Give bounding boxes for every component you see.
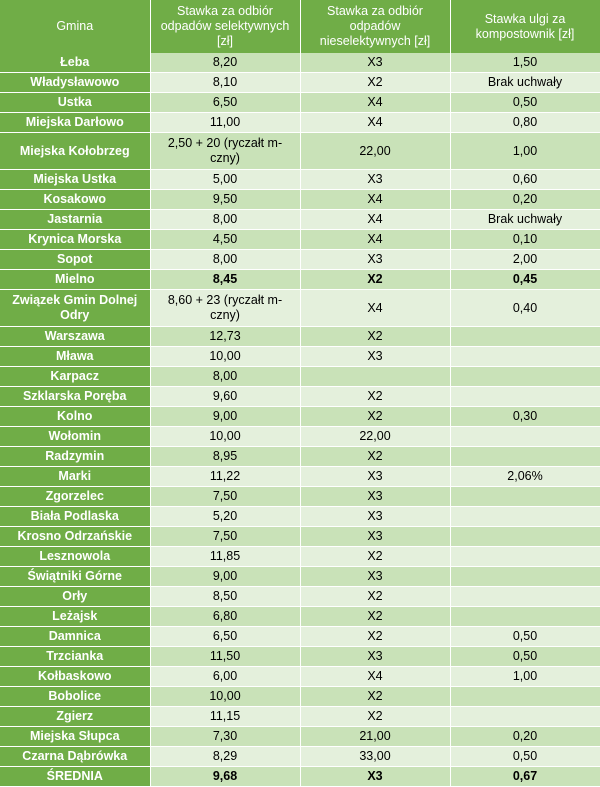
cell-nieselektywne: X3 [300,647,450,667]
cell-gmina: Sopot [0,250,150,270]
cell-ulga: 1,00 [450,667,600,687]
cell-selektywne: 8,50 [150,587,300,607]
cell-gmina: Szklarska Poręba [0,387,150,407]
table-row [0,290,600,327]
table-row [0,387,600,407]
cell-ulga [450,347,600,367]
cell-ulga: 0,60 [450,170,600,190]
cell-ulga [450,427,600,447]
cell-nieselektywne: X4 [300,93,450,113]
cell-selektywne: 11,00 [150,113,300,133]
cell-ulga [450,507,600,527]
cell-nieselektywne: X4 [300,210,450,230]
cell-ulga [450,687,600,707]
table-row [0,367,600,387]
cell-ulga: 0,40 [450,290,600,327]
cell-ulga: 1,50 [450,53,600,73]
cell-selektywne: 9,00 [150,407,300,427]
cell-nieselektywne: 21,00 [300,727,450,747]
cell-ulga: 0,30 [450,407,600,427]
cell-ulga: Brak uchwały [450,73,600,93]
cell-ulga: Brak uchwały [450,210,600,230]
cell-gmina: Miejska Słupca [0,727,150,747]
cell-nieselektywne: X2 [300,707,450,727]
table-row [0,170,600,190]
cell-selektywne: 5,00 [150,170,300,190]
cell-gmina: Miejska Ustka [0,170,150,190]
cell-selektywne: 8,60 + 23 (ryczałt m-czny) [150,290,300,327]
cell-selektywne: 2,50 + 20 (ryczałt m-czny) [150,133,300,170]
cell-ulga [450,707,600,727]
cell-gmina: Zgorzelec [0,487,150,507]
table-row [0,527,600,547]
cell-ulga [450,487,600,507]
cell-ulga [450,447,600,467]
cell-selektywne: 7,30 [150,727,300,747]
cell-nieselektywne: X3 [300,347,450,367]
cell-nieselektywne: X3 [300,507,450,527]
table-row [0,647,600,667]
cell-ulga [450,587,600,607]
table-row [0,467,600,487]
cell-nieselektywne: X2 [300,547,450,567]
cell-selektywne: 6,00 [150,667,300,687]
cell-nieselektywne: X2 [300,73,450,93]
cell-gmina: Orły [0,587,150,607]
table-row [0,727,600,747]
cell-nieselektywne: X3 [300,527,450,547]
cell-gmina: Świątniki Górne [0,567,150,587]
cell-gmina: Kołbaskowo [0,667,150,687]
cell-nieselektywne: X3 [300,467,450,487]
table-row [0,327,600,347]
table-body [0,53,600,787]
header-nieselektywne: Stawka za odbiór odpadów nieselektywnych [zł] [300,0,450,53]
cell-gmina: Radzymin [0,447,150,467]
cell-gmina: Krynica Morska [0,230,150,250]
cell-nieselektywne: X2 [300,587,450,607]
header-ulga: Stawka ulgi za kompostownik [zł] [450,0,600,53]
cell-selektywne: 8,20 [150,53,300,73]
cell-ulga: 1,00 [450,133,600,170]
table-row [0,587,600,607]
cell-ulga: 0,20 [450,727,600,747]
cell-gmina: ŚREDNIA [0,767,150,787]
table-row [0,270,600,290]
cell-selektywne: 5,20 [150,507,300,527]
cell-gmina: Miejska Darłowo [0,113,150,133]
cell-gmina: Marki [0,467,150,487]
cell-selektywne: 8,00 [150,367,300,387]
table-row [0,767,600,787]
cell-gmina: Bobolice [0,687,150,707]
cell-gmina: Kosakowo [0,190,150,210]
cell-gmina: Czarna Dąbrówka [0,747,150,767]
cell-gmina: Biała Podlaska [0,507,150,527]
table-row [0,607,600,627]
cell-gmina: Kolno [0,407,150,427]
cell-gmina: Władysławowo [0,73,150,93]
cell-gmina: Krosno Odrzańskie [0,527,150,547]
cell-ulga [450,527,600,547]
cell-nieselektywne: X4 [300,667,450,687]
cell-selektywne: 8,29 [150,747,300,767]
cell-gmina: Jastarnia [0,210,150,230]
cell-nieselektywne: 22,00 [300,133,450,170]
cell-selektywne: 8,00 [150,250,300,270]
cell-ulga: 0,50 [450,647,600,667]
cell-gmina: Związek Gmin Dolnej Odry [0,290,150,327]
cell-selektywne: 10,00 [150,427,300,447]
cell-gmina: Mielno [0,270,150,290]
cell-selektywne: 4,50 [150,230,300,250]
cell-ulga [450,547,600,567]
cell-selektywne: 12,73 [150,327,300,347]
cell-ulga: 2,06% [450,467,600,487]
cell-nieselektywne: X2 [300,407,450,427]
cell-gmina: Warszawa [0,327,150,347]
table-row [0,250,600,270]
cell-nieselektywne: X3 [300,567,450,587]
cell-selektywne: 6,50 [150,93,300,113]
cell-nieselektywne: X4 [300,290,450,327]
table-row [0,707,600,727]
cell-ulga: 0,20 [450,190,600,210]
cell-nieselektywne: X2 [300,627,450,647]
table-row [0,627,600,647]
cell-nieselektywne: X4 [300,230,450,250]
cell-selektywne: 9,60 [150,387,300,407]
cell-selektywne: 7,50 [150,487,300,507]
cell-ulga [450,387,600,407]
cell-selektywne: 10,00 [150,347,300,367]
table-row [0,487,600,507]
cell-gmina: Łeba [0,53,150,73]
cell-ulga [450,327,600,347]
cell-selektywne: 11,22 [150,467,300,487]
table-row [0,190,600,210]
cell-selektywne: 6,80 [150,607,300,627]
cell-nieselektywne: 33,00 [300,747,450,767]
table-row [0,567,600,587]
cell-selektywne: 8,95 [150,447,300,467]
cell-selektywne: 7,50 [150,527,300,547]
cell-selektywne: 9,68 [150,767,300,787]
table-row [0,53,600,73]
cell-ulga [450,567,600,587]
header-gmina: Gmina [0,0,150,53]
cell-ulga: 0,10 [450,230,600,250]
table-row [0,407,600,427]
cell-gmina: Lesznowola [0,547,150,567]
cell-selektywne: 8,00 [150,210,300,230]
header-row [0,0,600,53]
table-row [0,547,600,567]
cell-nieselektywne [300,367,450,387]
cell-gmina: Zgierz [0,707,150,727]
cell-ulga: 0,45 [450,270,600,290]
cell-ulga: 0,50 [450,627,600,647]
cell-gmina: Miejska Kołobrzeg [0,133,150,170]
table-row [0,667,600,687]
cell-nieselektywne: X3 [300,53,450,73]
table-row [0,747,600,767]
cell-selektywne: 11,15 [150,707,300,727]
cell-nieselektywne: X3 [300,767,450,787]
cell-selektywne: 11,50 [150,647,300,667]
cell-nieselektywne: X2 [300,270,450,290]
cell-gmina: Leżajsk [0,607,150,627]
cell-selektywne: 8,10 [150,73,300,93]
table-row [0,427,600,447]
header-selektywne: Stawka za odbiór odpadów selektywnych [zł] [150,0,300,53]
table-row [0,447,600,467]
table-row [0,210,600,230]
cell-selektywne: 8,45 [150,270,300,290]
table-row [0,230,600,250]
cell-selektywne: 10,00 [150,687,300,707]
cell-nieselektywne: X2 [300,687,450,707]
cell-gmina: Trzcianka [0,647,150,667]
cell-nieselektywne: X3 [300,487,450,507]
table-row [0,687,600,707]
cell-gmina: Karpacz [0,367,150,387]
cell-nieselektywne: X3 [300,170,450,190]
cell-gmina: Wołomin [0,427,150,447]
table-row [0,93,600,113]
cell-ulga: 0,80 [450,113,600,133]
cell-nieselektywne: X2 [300,327,450,347]
cell-ulga [450,367,600,387]
cell-nieselektywne: X2 [300,387,450,407]
cell-nieselektywne: 22,00 [300,427,450,447]
cell-nieselektywne: X3 [300,250,450,270]
cell-selektywne: 9,50 [150,190,300,210]
cell-ulga: 0,50 [450,747,600,767]
cell-ulga: 0,67 [450,767,600,787]
cell-ulga: 0,50 [450,93,600,113]
cell-selektywne: 11,85 [150,547,300,567]
table-row [0,347,600,367]
cell-gmina: Mława [0,347,150,367]
cell-nieselektywne: X4 [300,190,450,210]
cell-nieselektywne: X2 [300,607,450,627]
table-row [0,133,600,170]
table-row [0,507,600,527]
cell-ulga: 2,00 [450,250,600,270]
table-row [0,73,600,93]
table-row [0,113,600,133]
cell-nieselektywne: X4 [300,113,450,133]
cell-gmina: Ustka [0,93,150,113]
cell-nieselektywne: X2 [300,447,450,467]
cell-gmina: Damnica [0,627,150,647]
cell-selektywne: 6,50 [150,627,300,647]
cell-selektywne: 9,00 [150,567,300,587]
cell-ulga [450,607,600,627]
